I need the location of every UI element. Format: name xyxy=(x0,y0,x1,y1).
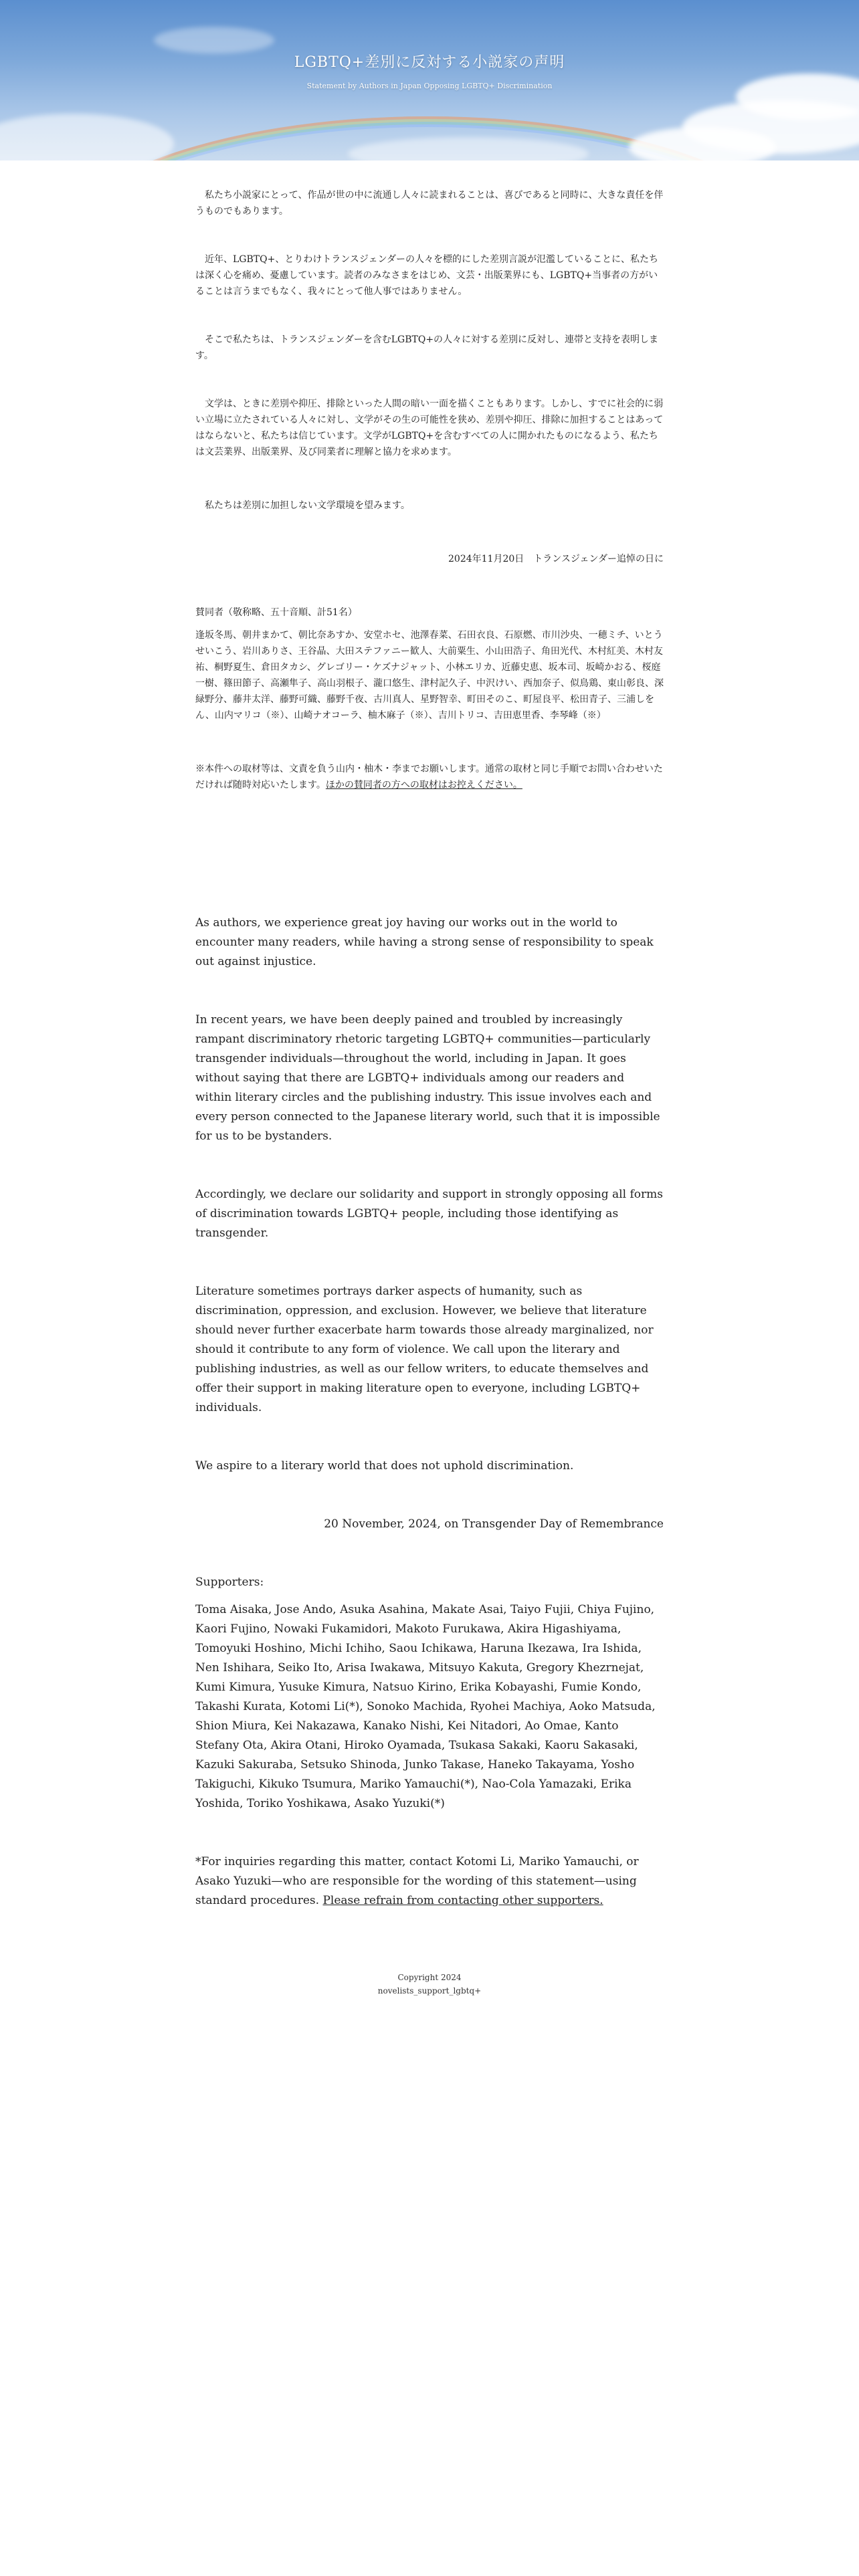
en-paragraph-1: As authors, we experience great joy having our works out in the world to encounter many readers, while having a strong sense of responsibility to speak out against injustice. xyxy=(195,916,654,968)
en-paragraph-4: Literature sometimes portrays darker aspects of humanity, such as discrimination, oppression, and exclusion. However, we believe that literature should never further exacerbate harm towards those already marginalized, nor should it contribute to any form of violence. We call upon the literary and publishing industries, as well as our fellow writers, to educate themselves and offer their support in making literature open to everyone, including LGBTQ+ individuals. xyxy=(195,1285,654,1414)
jp-inquiry-link[interactable]: ほかの賛同者の方への取材はお控えください。 xyxy=(325,780,522,790)
jp-paragraph-3: そこで私たちは、トランスジェンダーを含むLGBTQ+の人々に対する差別に反対し、連帯と支持を表明します。 xyxy=(195,334,659,361)
jp-inquiry-text: ※本件への取材等は、文責を負う山内・柚木・李までお願いします。通常の取材と同じ手順でお問い合わせいただければ随時対応いたします。 xyxy=(195,764,663,790)
jp-inquiry-note xyxy=(195,761,664,793)
en-inquiry-link[interactable]: Please refrain from contacting other supporters. xyxy=(322,1894,603,1907)
jp-paragraph-1: 私たち小説家にとって、作品が世の中に流通し人々に読まれることは、喜びであると同時に、大きな責任を伴うものでもあります。 xyxy=(195,190,664,217)
page-title: LGBTQ+差別に反対する小説家の声明 xyxy=(294,54,565,71)
en-inquiry-text: *For inquiries regarding this matter, contact Kotomi Li, Mariko Yamauchi, or Asako Yuzuki—who are responsible for the wording of this statement—using standard procedures. xyxy=(195,1855,639,1907)
cloud-decoration xyxy=(154,27,274,53)
hero-banner xyxy=(0,0,859,160)
english-statement xyxy=(195,914,664,1911)
jp-supporters-title: 賛同者（敬称略、五十音順、計51名） xyxy=(195,607,357,618)
jp-date: 2024年11月20日 トランスジェンダー追悼の日に xyxy=(448,554,664,564)
en-paragraph-2: In recent years, we have been deeply pained and troubled by increasingly rampant discriminatory rhetoric targeting LGBTQ+ communities—particularly transgender individuals—throughout the world, including in Japan. It goes without saying that there are LGBTQ+ individuals among our readers and within literary circles and the publishing industry. This issue involves each and every person connected to the Japanese literary world, such that it is impossible for us to be bystanders. xyxy=(195,1013,660,1143)
footer-handle: novelists_support_lgbtq+ xyxy=(377,1986,482,1996)
en-supporters-list: Toma Aisaka, Jose Ando, Asuka Asahina, Makate Asai, Taiyo Fujii, Chiya Fujino, Kaori Fujino, Nowaki Fukamidori, Makoto Furukawa, Akira Higashiyama, Tomoyuki Hoshino, Michi Ichiho, Saou Ichikawa, Haruna Ikezawa, Ira Ishida, Nen Ishihara, Seiko Ito, Arisa Iwakawa, Mitsuyo Kakuta, Gregory Khezrnejat, Kumi Kimura, Yusuke Kimura, Natsuo Kirino, Erika Kobayashi, Fumie Kondo, Takashi Kurata, Kotomi Li(*), Sonoko Machida, Ryohei Machiya, Aoko Matsuda, Shion Miura, Kei Nakazawa, Kanako Nishi, Kei Nitadori, Ao Omae, Kanto Stefany Ota, Akira Otani, Hiroko Oyamada, Tsukasa Sakaki, Kaoru Sakasaki, Kazuki Sakuraba, Setsuko Shinoda, Junko Takase, Haneko Takayama, Yosho Takiguchi, Kikuko Tsumura, Mariko Yamauchi(*), Nao-Cola Yamazaki, Erika Yoshida, Toriko Yoshikawa, Asako Yuzuki(*) xyxy=(195,1603,656,1810)
en-inquiry-note xyxy=(195,1852,664,1911)
footer-copyright: Copyright 2024 xyxy=(397,1973,462,1982)
cloud-decoration xyxy=(0,114,174,160)
en-date: 20 November, 2024, on Transgender Day of Remembrance xyxy=(324,1517,664,1531)
jp-paragraph-2: 近年、LGBTQ+、とりわけトランスジェンダーの人々を標的にした差別言説が氾濫していることに、私たちは深く心を痛め、憂慮しています。読者のみなさまをはじめ、文芸・出版業界にも、LGBTQ+当事者の方がいることは言うまでもなく、我々にとって他人事ではありません。 xyxy=(195,254,659,297)
page-footer xyxy=(195,1971,664,1998)
jp-supporters-list: 逢坂冬馬、朝井まかて、朝比奈あすか、安堂ホセ、池澤春菜、石田衣良、石原燃、市川沙央、一穂ミチ、いとうせいこう、岩川ありさ、王谷晶、大田ステファニー歓人、大前粟生、小山田浩子、角田光代、木村紅美、木村友祐、桐野夏生、倉田タカシ、グレゴリー・ケズナジャット、小林エリカ、近藤史恵、坂本司、坂崎かおる、桜庭一樹、篠田節子、高瀬隼子、高山羽根子、瀧口悠生、津村記久子、中沢けい、西加奈子、似鳥鶏、東山彰良、深緑野分、藤井太洋、藤野可織、藤野千夜、古川真人、星野智幸、町田そのこ、町屋良平、松田青子、三浦しをん、山内マリコ（※）、山崎ナオコーラ、柚木麻子（※）、吉川トリコ、吉田恵里香、李琴峰（※） xyxy=(195,630,664,721)
jp-paragraph-4: 文学は、ときに差別や抑圧、排除といった人間の暗い一面を描くこともあります。しかし、すでに社会的に弱い立場に立たされている人々に対し、文学がその生の可能性を狭め、差別や抑圧、排除に加担することはあってはならないと、私たちは信じています。文学がLGBTQ+を含むすべての人に開かれたものになるよう、私たちは文芸業界、出版業界、及び同業者に理解と協力を求めます。 xyxy=(195,399,664,457)
en-paragraph-5: We aspire to a literary world that does not uphold discrimination. xyxy=(195,1459,574,1473)
en-supporters-title: Supporters: xyxy=(195,1576,264,1589)
page-subtitle: Statement by Authors in Japan Opposing LGBTQ+ Discrimination xyxy=(306,82,553,90)
japanese-statement xyxy=(195,160,664,793)
statement-content xyxy=(195,160,664,1998)
en-paragraph-3: Accordingly, we declare our solidarity and support in strongly opposing all forms of discrimination towards LGBTQ+ people, including those identifying as transgender. xyxy=(195,1188,663,1240)
jp-paragraph-5: 私たちは差別に加担しない文学環境を望みます。 xyxy=(205,500,410,511)
